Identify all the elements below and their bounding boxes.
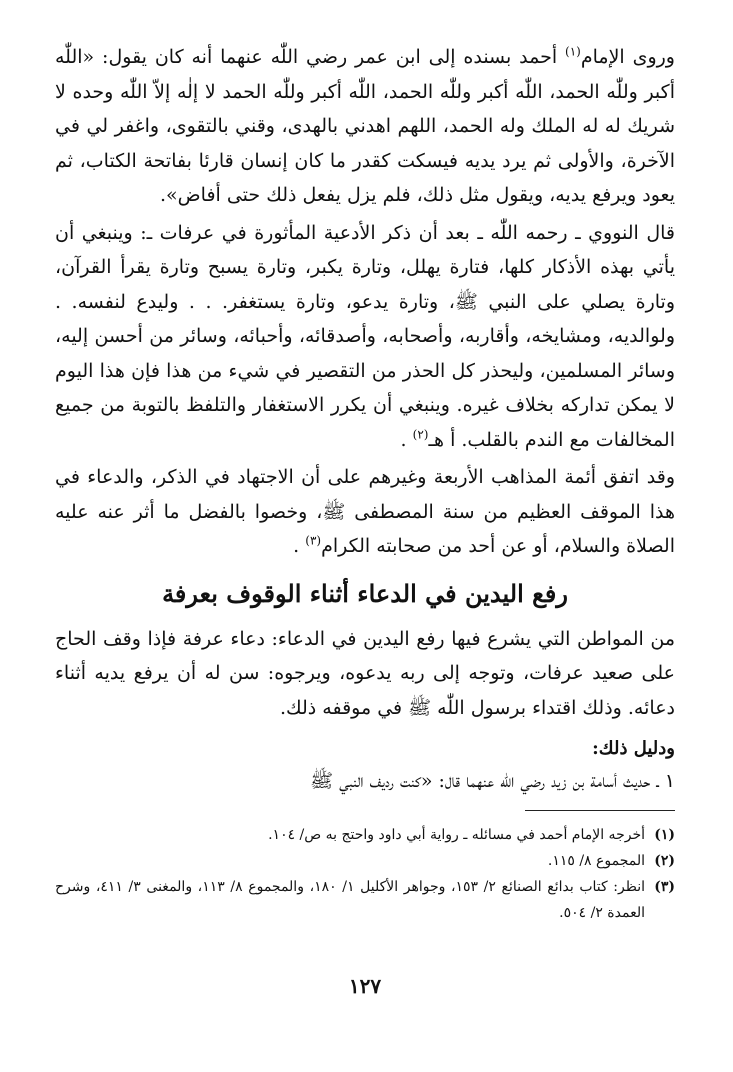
footnote-divider [525,810,675,811]
paragraph-end: . [293,535,306,557]
footnote-number: (٣) [654,879,675,895]
evidence-item-1: ١ ـ حديث أسامة بن زيد رضي اللّٰه عنهما قال: «كنت رديف النبي ﷺ [310,770,675,792]
paragraph-text: أحمد بسنده إلى ابن عمر رضي اللّٰه عنهما أنه كان يقول: «اللّٰه أكبر وللّٰه الحمد، اللّٰه أكبر وللّٰه الحمد، اللّٰه أكبر وللّٰه الحمد لا إلٰه إلاّ اللّٰه وحده لا شريك له له الملك وله الحمد، اللهم اهدني بالهدى، وقني بالتقوى، واغفر لي في الآخرة، والأولى ثم يرد يديه فيسكت كقدر ما كان إنسان قارئا بفاتحة الكتاب، ثم يعود ويرفع يديه، ويقول مثل ذلك، فلم يزل يفعل ذلك حتى أفاض». [55,46,675,206]
paragraph-text: قال النووي ـ رحمه اللّٰه ـ بعد أن ذكر الأدعية المأثورة في عرفات ـ: وينبغي أن يأتي بهذه الأذكار كلها، فتارة يهلل، وتارة يكبر، وتارة يسبح وتارة يقرأ القرآن، وتارة يصلي على النبي ﷺ، وتارة يدعو، وتارة يستغفر. . . وليدع لنفسه. . ولوالديه، ومشايخه، وأقاربه، وأصحابه، وأصدقائه، وأحبائه، وسائر من أحسن إليه، وسائر المسلمين، وليحذر كل الحذر من التقصير في شيء من هذا فإن هذا اليوم لا يمكن تداركه بخلاف غيره. وينبغي أن يكرر الاستغفار والتلفظ بالتوبة من جميع المخالفات مع الندم بالقلب. أ هـ [55,221,675,451]
paragraph-text: وقد اتفق أئمة المذاهب الأربعة وغيرهم على أن الاجتهاد في الذكر، والدعاء في هذا الموقف العظيم من سنة المصطفى ﷺ، وخصوا بالفضل ما أثر عنه عليه الصلاة والسلام، أو عن أحد من صحابته الكرام [55,466,675,557]
paragraph-end: . [400,428,413,451]
book-page [55,40,675,1040]
paragraph-imams-agreement [55,460,675,564]
footnote-ref-1[interactable]: (١) [565,44,581,59]
paragraph-ahmad-narration [55,40,675,213]
paragraph-nawawi [55,216,675,458]
paragraph-lead: وروى الإمام [580,46,675,68]
footnote-ref-3[interactable]: (٣) [305,533,322,548]
footnotes [55,822,675,926]
footnote-2 [55,848,675,874]
section-heading: رفع اليدين في الدعاء أثناء الوقوف بعرفة [162,578,568,608]
footnote-number: (٢) [654,853,675,869]
footnote-1 [55,822,675,848]
paragraph-raising-hands: من المواطن التي يشرع فيها رفع اليدين في الدعاء: دعاء عرفة فإذا وقف الحاج على صعيد عرفات، وتوجه إلى ربه يدعوه، ويرجوه: سن له أن يرفع يديه أثناء دعائه. وذلك اقتداء برسول اللّٰه ﷺ في موقفه ذلك. [55,627,675,719]
footnote-text: المجموع ٨/ ١١٥. [547,853,645,869]
footnote-text: انظر: كتاب بدائع الصنائع ٢/ ١٥٣، وجواهر الأكليل ١/ ١٨٠، والمجموع ٨/ ١١٣، والمغنى ٣/ ٤١١، وشرح العمدة ٢/ ٥٠٤. [55,879,646,921]
evidence-label: ودليل ذلك: [592,738,675,759]
footnote-3 [55,874,675,926]
footnote-text: أخرجه الإمام أحمد في مسائله ـ رواية أبي داود واحتج به ص/ ١٠٤. [268,827,645,843]
footnote-ref-2[interactable]: (٢) [412,427,429,442]
page-number: ١٢٧ [348,974,382,998]
footnote-number: (١) [654,827,675,843]
